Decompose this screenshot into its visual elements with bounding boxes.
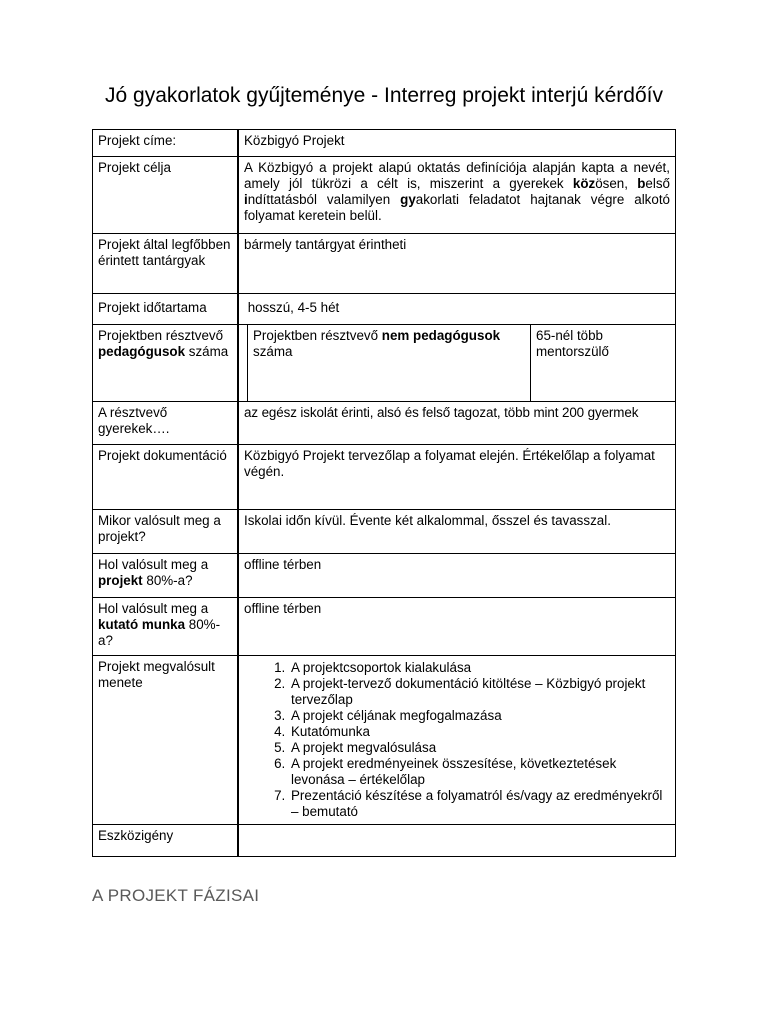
row-projekt-cime — [93, 130, 676, 157]
hol-projekt-post: 80%-a? — [142, 573, 193, 588]
row-projekt-celja — [93, 157, 676, 234]
row-idotartam — [93, 294, 676, 325]
row-eszkozigeny — [93, 825, 676, 857]
label-hol-kutato — [93, 598, 239, 656]
label-projekt-celja: Projekt célja — [93, 157, 239, 234]
row-mikor — [93, 510, 676, 554]
hol-projekt-bold: projekt — [98, 573, 143, 588]
nem-pedagogusok-label — [248, 325, 531, 401]
value-menete — [238, 656, 676, 825]
document-title: Jó gyakorlatok gyűjteménye - Interreg projekt interjú kérdőív — [105, 84, 663, 107]
row-hol-kutato — [93, 598, 676, 656]
list-item: 5. A projekt megvalósulása — [289, 740, 670, 756]
row-tantargyak — [93, 234, 676, 294]
label-dokumentacio: Projekt dokumentáció — [93, 445, 239, 510]
value-projekt-celja — [238, 157, 676, 234]
value-dokumentacio: Közbigyó Projekt tervezőlap a folyamat elején. Értékelőlap a folyamat végén. — [238, 445, 676, 510]
nem-pedagogusok-post: száma — [253, 344, 293, 359]
list-item: 3. A projekt céljának megfogalmazása — [289, 708, 670, 724]
hol-kutato-bold: kutató munka — [98, 617, 186, 632]
pedagogusok-label-bold: pedagógusok — [98, 344, 186, 359]
celja-bold-i: i — [244, 192, 248, 207]
label-gyerekek: A résztvevő gyerekek…. — [93, 402, 239, 445]
label-projekt-cime: Projekt címe: — [93, 130, 239, 157]
questionnaire-table — [92, 129, 676, 857]
value-eszkozigeny — [238, 825, 676, 857]
row-pedagogusok — [93, 325, 676, 402]
section-heading: A PROJEKT FÁZISAI — [92, 886, 260, 905]
value-tantargyak: bármely tantárgyat érintheti — [238, 234, 676, 294]
list-item: 2. A projekt-tervező dokumentáció kitöltése – Közbigyó projekt tervezőlap — [289, 676, 670, 708]
value-hol-projekt: offline térben — [238, 554, 676, 598]
value-idotartam: hosszú, 4-5 hét — [238, 294, 676, 325]
hol-kutato-post: 80%-a? — [98, 617, 221, 648]
hol-kutato-pre: Hol valósult meg a — [98, 601, 209, 616]
list-item: 4. Kutatómunka — [289, 724, 670, 740]
label-mikor: Mikor valósult meg a projekt? — [93, 510, 239, 554]
hol-projekt-pre: Hol valósult meg a — [98, 557, 209, 572]
pedagogusok-inner-table — [239, 325, 675, 401]
value-pedagogusok — [238, 325, 676, 402]
celja-bold-koz: köz — [572, 176, 596, 191]
label-idotartam: Projekt időtartama — [93, 294, 239, 325]
celja-text: ndíttatásból valamilyen — [247, 192, 401, 207]
row-dokumentacio — [93, 445, 676, 510]
pedagogusok-label-post: száma — [185, 344, 229, 359]
value-hol-kutato: offline térben — [238, 598, 676, 656]
nem-pedagogusok-bold: nem pedagógusok — [381, 328, 501, 343]
row-gyerekek — [93, 402, 676, 445]
celja-text: első — [645, 176, 670, 191]
label-pedagogusok — [93, 325, 239, 402]
value-projekt-cime: Közbigyó Projekt — [238, 130, 676, 157]
steps-list — [244, 660, 670, 820]
label-eszkozigeny: Eszközigény — [93, 825, 239, 857]
celja-text: ösen, — [595, 176, 638, 191]
label-menete: Projekt megvalósult menete — [93, 656, 239, 825]
nem-pedagogusok-pre: Projektben résztvevő — [253, 328, 382, 343]
nem-pedagogusok-value: 65-nél több mentorszülő — [536, 328, 609, 359]
pedagogusok-label-pre: Projektben résztvevő — [98, 328, 224, 343]
celja-text: A Közbigyó a projekt alapú oktatás definíciója alapján kapta a nevét, amely jól tükrözi a célt is, miszerint a gyerekek — [244, 160, 670, 191]
list-item: 7. Prezentáció készítése a folyamatról és/vagy az eredményekről – bemutató — [289, 788, 670, 820]
list-item: 6. A projekt eredményeinek összesítése, következtetések levonása – értékelőlap — [289, 756, 670, 788]
value-gyerekek: az egész iskolát érinti, alsó és felső tagozat, több mint 200 gyermek — [238, 402, 676, 445]
celja-bold-b: b — [637, 176, 646, 191]
celja-text: akorlati feladatot hajtanak végre alkotó folyamat keretein belül. — [244, 192, 670, 223]
label-hol-projekt — [93, 554, 239, 598]
celja-bold-gy: gy — [400, 192, 416, 207]
value-mikor: Iskolai időn kívül. Évente két alkalommal, ősszel és tavasszal. — [238, 510, 676, 554]
label-tantargyak: Projekt által legfőbben érintett tantárgyak — [93, 234, 239, 294]
row-hol-projekt — [93, 554, 676, 598]
row-menete — [93, 656, 676, 825]
pedagogusok-count-cell — [239, 325, 248, 401]
list-item: 1. A projektcsoportok kialakulása — [289, 660, 670, 676]
